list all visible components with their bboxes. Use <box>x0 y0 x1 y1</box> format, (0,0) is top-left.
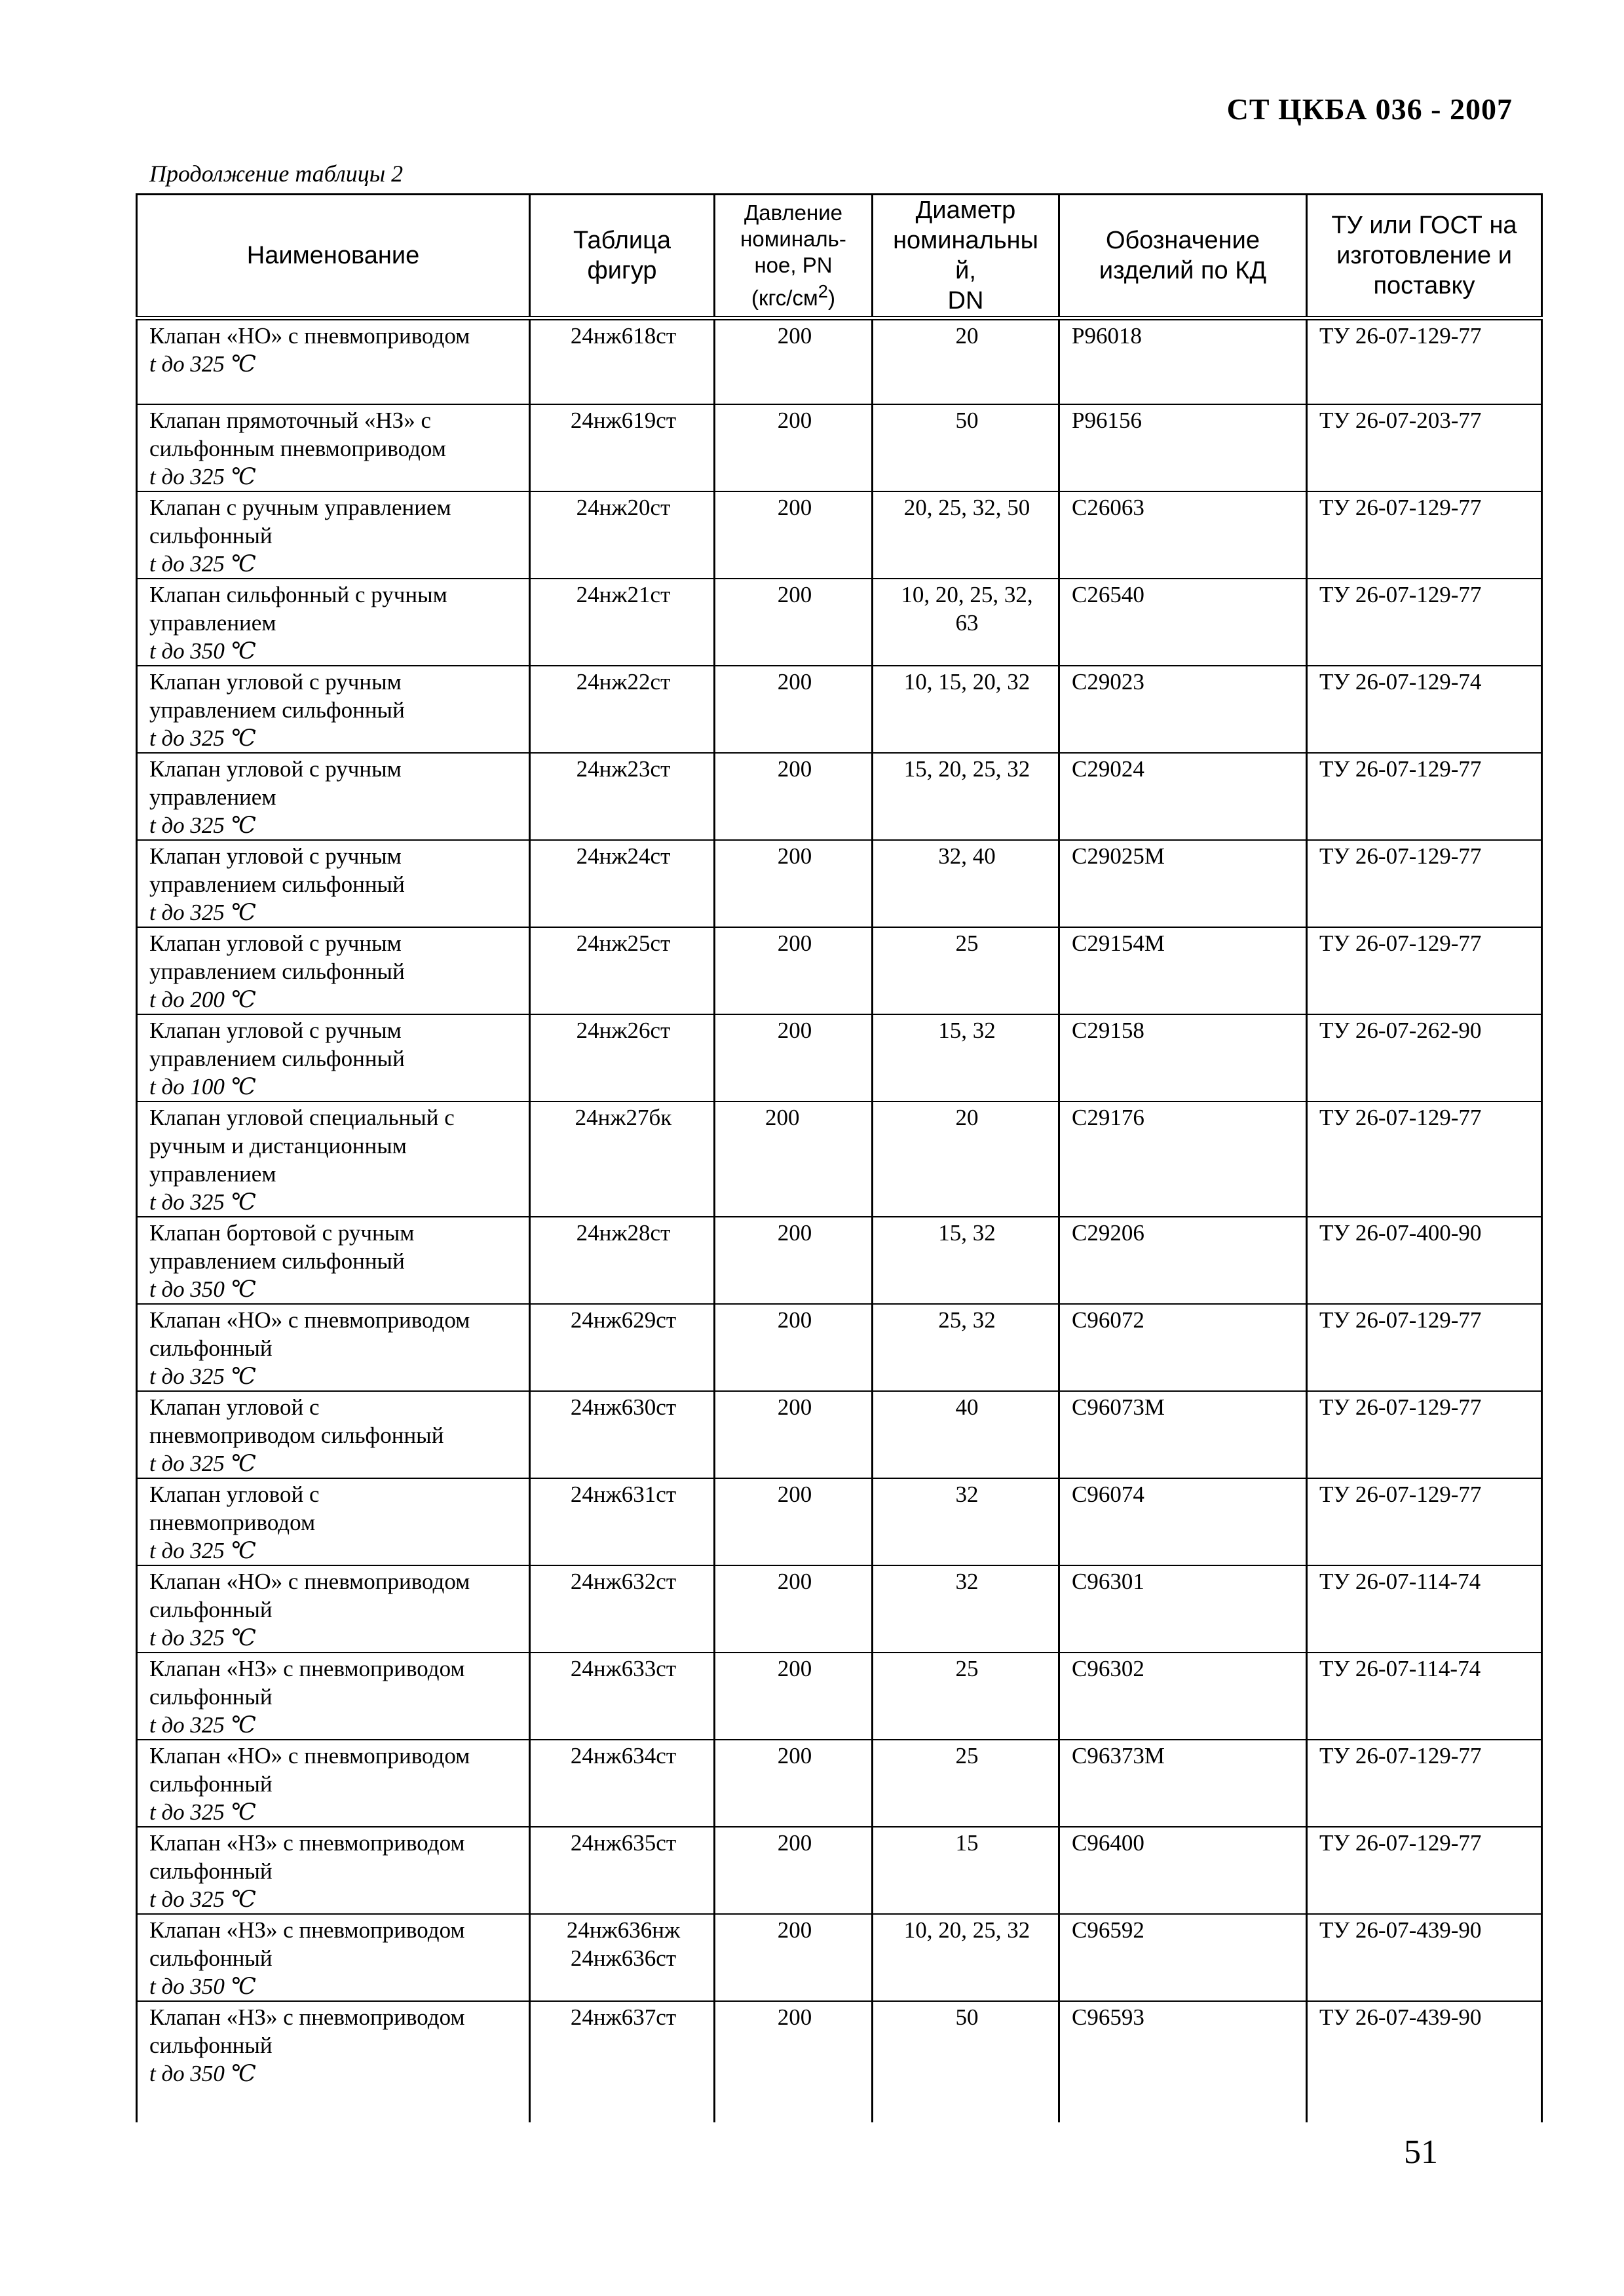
header-name: Наименование <box>137 195 530 318</box>
cell-standard: ТУ 26-07-203-77 <box>1307 404 1542 491</box>
cell-name <box>137 404 530 491</box>
cell-diameter-line: 20 <box>955 1104 979 1130</box>
cell-name <box>137 491 530 579</box>
cell-diameter-line: 40 <box>955 1394 979 1420</box>
table-row <box>137 1391 1542 1478</box>
table-continuation-caption: Продолжение таблицы 2 <box>149 161 404 187</box>
cell-designation: С96302 <box>1059 1653 1307 1740</box>
cell-figure-line: 24нж20ст <box>576 494 671 520</box>
cell-name-line: сильфонный <box>149 1770 273 1797</box>
cell-figure-line: 24нж630ст <box>570 1394 677 1420</box>
cell-name-line: управлением <box>149 784 276 810</box>
cell-figure-line: 24нж22ст <box>576 668 671 695</box>
cell-figure-line: 24нж637ст <box>570 2004 677 2030</box>
cell-temperature: t до 325 ℃ <box>149 812 256 838</box>
cell-name-line: Клапан «НЗ» с пневмоприводом <box>149 1829 465 1856</box>
cell-pressure: 200 <box>715 1565 873 1653</box>
document-code: СТ ЦКБА 036 - 2007 <box>1226 92 1513 126</box>
cell-name-line: управлением сильфонный <box>149 697 405 723</box>
cell-name-line: Клапан «НО» с пневмоприводом <box>149 323 470 349</box>
cell-temperature: t до 325 ℃ <box>149 1624 256 1651</box>
cell-name <box>137 666 530 753</box>
cell-diameter-line: 32, 40 <box>938 843 996 869</box>
cell-designation: С96593 <box>1059 2001 1307 2122</box>
header-pressure-line: номиналь- <box>740 227 846 251</box>
cell-name-line: Клапан угловой с ручным <box>149 930 402 956</box>
cell-pressure: 200 <box>715 840 873 927</box>
table-row <box>137 1653 1542 1740</box>
cell-figure-line: 24нж632ст <box>570 1568 677 1594</box>
page-number: 51 <box>1404 2133 1438 2171</box>
cell-name <box>137 1478 530 1565</box>
cell-figure <box>530 1217 715 1304</box>
cell-name-line: Клапан «НО» с пневмоприводом <box>149 1307 470 1333</box>
cell-pressure: 200 <box>715 318 873 404</box>
cell-designation: Р96156 <box>1059 404 1307 491</box>
cell-temperature: t до 325 ℃ <box>149 1799 256 1825</box>
table-row <box>137 1014 1542 1101</box>
cell-diameter-line: 10, 20, 25, 32, <box>901 581 1033 607</box>
cell-temperature: t до 325 ℃ <box>149 899 256 925</box>
cell-temperature: t до 350 ℃ <box>149 2060 256 2086</box>
header-figure-table: Таблица фигур <box>530 195 715 318</box>
cell-standard: ТУ 26-07-129-74 <box>1307 666 1542 753</box>
cell-diameter-line: 25, 32 <box>938 1307 996 1333</box>
cell-standard: ТУ 26-07-129-77 <box>1307 753 1542 840</box>
cell-name <box>137 2001 530 2122</box>
cell-figure <box>530 1391 715 1478</box>
cell-diameter <box>873 1914 1059 2001</box>
cell-diameter-line: 20 <box>955 323 979 349</box>
cell-temperature: t до 350 ℃ <box>149 638 256 664</box>
cell-diameter <box>873 927 1059 1014</box>
cell-diameter <box>873 1827 1059 1914</box>
cell-designation: С29025М <box>1059 840 1307 927</box>
cell-name-line: Клапан угловой с ручным <box>149 1017 402 1043</box>
cell-temperature: t до 325 ℃ <box>149 1537 256 1563</box>
cell-figure-line: 24нж636ст <box>570 1945 677 1971</box>
cell-name-line: сильфонный <box>149 1858 273 1884</box>
cell-figure <box>530 1565 715 1653</box>
cell-designation: С96301 <box>1059 1565 1307 1653</box>
cell-figure-line: 24нж28ст <box>576 1219 671 1246</box>
cell-name-line: сильфонный <box>149 1683 273 1710</box>
cell-name-line: управлением сильфонный <box>149 871 405 897</box>
cell-temperature: t до 325 ℃ <box>149 725 256 751</box>
cell-designation: С96074 <box>1059 1478 1307 1565</box>
table-row <box>137 491 1542 579</box>
cell-name <box>137 1740 530 1827</box>
cell-diameter-line: 50 <box>955 2004 979 2030</box>
cell-diameter-line: 10, 15, 20, 32 <box>903 668 1030 695</box>
cell-figure-line: 24нж629ст <box>570 1307 677 1333</box>
cell-diameter <box>873 840 1059 927</box>
cell-standard: ТУ 26-07-129-77 <box>1307 1478 1542 1565</box>
cell-diameter <box>873 1101 1059 1217</box>
cell-diameter <box>873 579 1059 666</box>
cell-name <box>137 1914 530 2001</box>
cell-name-line: пневмоприводом <box>149 1509 316 1535</box>
cell-figure <box>530 579 715 666</box>
cell-temperature: t до 325 ℃ <box>149 1886 256 1912</box>
cell-diameter <box>873 318 1059 404</box>
cell-diameter-line: 32 <box>955 1568 979 1594</box>
cell-figure-line: 24нж23ст <box>576 756 671 782</box>
header-diameter <box>873 195 1059 318</box>
cell-standard: ТУ 26-07-129-77 <box>1307 1101 1542 1217</box>
cell-standard: ТУ 26-07-129-77 <box>1307 318 1542 404</box>
cell-figure <box>530 666 715 753</box>
cell-pressure: 200 <box>715 1101 873 1217</box>
cell-diameter <box>873 1565 1059 1653</box>
table-row <box>137 2001 1542 2122</box>
cell-name <box>137 1565 530 1653</box>
cell-standard: ТУ 26-07-129-77 <box>1307 840 1542 927</box>
cell-pressure: 200 <box>715 927 873 1014</box>
cell-designation: С96072 <box>1059 1304 1307 1391</box>
cell-name-line: сильфонным пневмоприводом <box>149 435 446 461</box>
cell-figure-line: 24нж26ст <box>576 1017 671 1043</box>
cell-standard: ТУ 26-07-129-77 <box>1307 491 1542 579</box>
cell-pressure: 200 <box>715 666 873 753</box>
cell-name-line: сильфонный <box>149 1596 273 1622</box>
cell-name-line: сильфонный <box>149 1945 273 1971</box>
header-pressure-unit-text: (кгс/см <box>751 286 818 310</box>
cell-name-line: управлением <box>149 1160 276 1187</box>
cell-standard: ТУ 26-07-262-90 <box>1307 1014 1542 1101</box>
table-header-row <box>137 195 1542 318</box>
cell-name-line: Клапан бортовой с ручным <box>149 1219 415 1246</box>
cell-figure <box>530 318 715 404</box>
header-pressure-line: ное, PN <box>754 253 833 277</box>
table-row <box>137 1101 1542 1217</box>
cell-temperature: t до 200 ℃ <box>149 986 256 1012</box>
cell-designation: Р96018 <box>1059 318 1307 404</box>
cell-name-line: Клапан «НЗ» с пневмоприводом <box>149 2004 465 2030</box>
cell-pressure: 200 <box>715 1014 873 1101</box>
cell-figure <box>530 1827 715 1914</box>
cell-pressure: 200 <box>715 1827 873 1914</box>
cell-diameter <box>873 1478 1059 1565</box>
table-row <box>137 927 1542 1014</box>
cell-figure <box>530 2001 715 2122</box>
cell-diameter <box>873 404 1059 491</box>
cell-figure-line: 24нж631ст <box>570 1481 677 1507</box>
cell-diameter <box>873 1304 1059 1391</box>
cell-figure-line: 24нж21ст <box>576 581 671 607</box>
cell-name-line: управлением сильфонный <box>149 1045 405 1071</box>
cell-pressure: 200 <box>715 1217 873 1304</box>
cell-name-line: сильфонный <box>149 522 273 548</box>
cell-name-line: пневмоприводом сильфонный <box>149 1422 444 1448</box>
header-pressure-line: Давление <box>744 201 843 225</box>
cell-figure <box>530 927 715 1014</box>
header-pressure <box>715 195 873 318</box>
table-row <box>137 1565 1542 1653</box>
cell-name <box>137 1304 530 1391</box>
cell-name-line: Клапан угловой с ручным <box>149 756 402 782</box>
cell-diameter-line: 32 <box>955 1481 979 1507</box>
cell-pressure: 200 <box>715 753 873 840</box>
header-diameter-line: й, <box>955 257 976 284</box>
cell-diameter-line: 20, 25, 32, 50 <box>903 494 1030 520</box>
cell-figure-line: 24нж633ст <box>570 1655 677 1681</box>
cell-name-line: Клапан угловой с <box>149 1394 320 1420</box>
cell-diameter-line: 15, 20, 25, 32 <box>903 756 1030 782</box>
header-standard: ТУ или ГОСТ на изготовление и поставку <box>1307 195 1542 318</box>
cell-temperature: t до 325 ℃ <box>149 1363 256 1389</box>
cell-diameter <box>873 1014 1059 1101</box>
cell-standard: ТУ 26-07-129-77 <box>1307 1740 1542 1827</box>
cell-figure-line: 24нж25ст <box>576 930 671 956</box>
cell-standard: ТУ 26-07-129-77 <box>1307 1304 1542 1391</box>
cell-name-line: Клапан с ручным управлением <box>149 494 451 520</box>
cell-designation: С96373М <box>1059 1740 1307 1827</box>
cell-temperature: t до 325 ℃ <box>149 1189 256 1215</box>
cell-name-line: сильфонный <box>149 2032 273 2058</box>
cell-designation: С29206 <box>1059 1217 1307 1304</box>
valves-table <box>136 193 1543 2122</box>
cell-pressure: 200 <box>715 1740 873 1827</box>
cell-temperature: t до 325 ℃ <box>149 463 256 489</box>
cell-figure <box>530 753 715 840</box>
cell-designation: С29158 <box>1059 1014 1307 1101</box>
table-row <box>137 1304 1542 1391</box>
cell-designation: С96073М <box>1059 1391 1307 1478</box>
cell-standard: ТУ 26-07-129-77 <box>1307 1827 1542 1914</box>
cell-figure-line: 24нж27бк <box>575 1104 672 1130</box>
cell-name-line: Клапан угловой с <box>149 1481 320 1507</box>
cell-diameter-line: 15, 32 <box>938 1219 996 1246</box>
header-pressure-unit <box>721 278 866 311</box>
cell-standard: ТУ 26-07-439-90 <box>1307 2001 1542 2122</box>
cell-temperature: t до 325 ℃ <box>149 550 256 577</box>
table-row <box>137 1740 1542 1827</box>
cell-standard: ТУ 26-07-129-77 <box>1307 1391 1542 1478</box>
cell-figure <box>530 1101 715 1217</box>
cell-pressure: 200 <box>715 404 873 491</box>
cell-name <box>137 579 530 666</box>
cell-diameter <box>873 1740 1059 1827</box>
cell-diameter <box>873 753 1059 840</box>
cell-pressure: 200 <box>715 1478 873 1565</box>
cell-name-line: Клапан «НО» с пневмоприводом <box>149 1742 470 1769</box>
cell-name-line: Клапан угловой специальный с <box>149 1104 455 1130</box>
cell-designation: С29023 <box>1059 666 1307 753</box>
cell-name <box>137 753 530 840</box>
cell-figure <box>530 1740 715 1827</box>
cell-name <box>137 1217 530 1304</box>
cell-pressure: 200 <box>715 579 873 666</box>
cell-name-line: управлением <box>149 609 276 636</box>
cell-temperature: t до 100 ℃ <box>149 1073 256 1100</box>
cell-diameter <box>873 1653 1059 1740</box>
cell-designation: С96592 <box>1059 1914 1307 2001</box>
cell-temperature: t до 325 ℃ <box>149 1712 256 1738</box>
cell-standard: ТУ 26-07-129-77 <box>1307 579 1542 666</box>
cell-name-line: управлением сильфонный <box>149 1248 405 1274</box>
cell-temperature: t до 325 ℃ <box>149 351 256 377</box>
cell-designation: С26063 <box>1059 491 1307 579</box>
cell-figure-line: 24нж635ст <box>570 1829 677 1856</box>
cell-name <box>137 318 530 404</box>
cell-diameter-line: 25 <box>955 1742 979 1769</box>
header-pressure-unit-close: ) <box>827 286 835 310</box>
cell-name <box>137 1827 530 1914</box>
cell-name-line: Клапан «НЗ» с пневмоприводом <box>149 1655 465 1681</box>
header-diameter-line: Диаметр <box>915 197 1016 224</box>
cell-designation: С29176 <box>1059 1101 1307 1217</box>
table-row <box>137 404 1542 491</box>
cell-designation: С29154М <box>1059 927 1307 1014</box>
cell-figure-line: 24нж636нж <box>566 1917 681 1943</box>
cell-diameter-line: 25 <box>955 930 979 956</box>
table-row <box>137 1217 1542 1304</box>
header-diameter-line: номинальны <box>893 227 1038 254</box>
cell-figure-line: 24нж619ст <box>570 407 677 433</box>
cell-temperature: t до 350 ℃ <box>149 1276 256 1302</box>
cell-diameter-line: 15 <box>955 1829 979 1856</box>
cell-figure <box>530 1478 715 1565</box>
cell-standard: ТУ 26-07-114-74 <box>1307 1565 1542 1653</box>
cell-designation: С96400 <box>1059 1827 1307 1914</box>
cell-name-line: Клапан угловой с ручным <box>149 668 402 695</box>
cell-name-line: ручным и дистанционным <box>149 1132 407 1158</box>
cell-diameter <box>873 2001 1059 2122</box>
cell-name-line: Клапан сильфонный с ручным <box>149 581 447 607</box>
cell-name-line: сильфонный <box>149 1335 273 1361</box>
table-row <box>137 1827 1542 1914</box>
cell-diameter-line: 50 <box>955 407 979 433</box>
cell-pressure: 200 <box>715 2001 873 2122</box>
cell-diameter <box>873 666 1059 753</box>
cell-diameter-line: 25 <box>955 1655 979 1681</box>
cell-pressure: 200 <box>715 1304 873 1391</box>
cell-standard: ТУ 26-07-129-77 <box>1307 927 1542 1014</box>
table-row <box>137 579 1542 666</box>
cell-designation: С26540 <box>1059 579 1307 666</box>
cell-diameter <box>873 1217 1059 1304</box>
cell-figure <box>530 491 715 579</box>
cell-name-line: Клапан прямоточный «НЗ» с <box>149 407 431 433</box>
cell-name-line: Клапан «НЗ» с пневмоприводом <box>149 1917 465 1943</box>
header-pressure-unit-exponent: 2 <box>818 281 828 301</box>
cell-name <box>137 840 530 927</box>
cell-pressure: 200 <box>715 1391 873 1478</box>
table-row <box>137 666 1542 753</box>
cell-name-line: управлением сильфонный <box>149 958 405 984</box>
table-row <box>137 753 1542 840</box>
cell-diameter-line: 15, 32 <box>938 1017 996 1043</box>
cell-figure <box>530 1914 715 2001</box>
cell-figure <box>530 840 715 927</box>
cell-diameter-line: 10, 20, 25, 32 <box>903 1917 1030 1943</box>
cell-temperature: t до 350 ℃ <box>149 1973 256 1999</box>
cell-name-line: Клапан угловой с ручным <box>149 843 402 869</box>
cell-figure <box>530 1304 715 1391</box>
cell-pressure: 200 <box>715 1914 873 2001</box>
header-diameter-line: DN <box>947 287 984 315</box>
table-row <box>137 1914 1542 2001</box>
cell-pressure: 200 <box>715 1653 873 1740</box>
cell-name <box>137 1653 530 1740</box>
table-row <box>137 1478 1542 1565</box>
cell-figure-line: 24нж618ст <box>570 323 677 349</box>
cell-standard: ТУ 26-07-439-90 <box>1307 1914 1542 2001</box>
cell-name <box>137 1391 530 1478</box>
cell-figure-line: 24нж24ст <box>576 843 671 869</box>
cell-pressure: 200 <box>715 491 873 579</box>
cell-figure <box>530 1653 715 1740</box>
cell-diameter-line: 63 <box>955 609 979 636</box>
cell-name <box>137 1101 530 1217</box>
cell-standard: ТУ 26-07-400-90 <box>1307 1217 1542 1304</box>
cell-name <box>137 1014 530 1101</box>
cell-figure-line: 24нж634ст <box>570 1742 677 1769</box>
table-row <box>137 318 1542 404</box>
table-row <box>137 840 1542 927</box>
cell-figure <box>530 1014 715 1101</box>
cell-designation: С29024 <box>1059 753 1307 840</box>
cell-figure <box>530 404 715 491</box>
cell-diameter <box>873 491 1059 579</box>
cell-diameter <box>873 1391 1059 1478</box>
cell-name <box>137 927 530 1014</box>
cell-standard: ТУ 26-07-114-74 <box>1307 1653 1542 1740</box>
cell-temperature: t до 325 ℃ <box>149 1450 256 1476</box>
cell-name-line: Клапан «НО» с пневмоприводом <box>149 1568 470 1594</box>
header-designation: Обозначение изделий по КД <box>1059 195 1307 318</box>
